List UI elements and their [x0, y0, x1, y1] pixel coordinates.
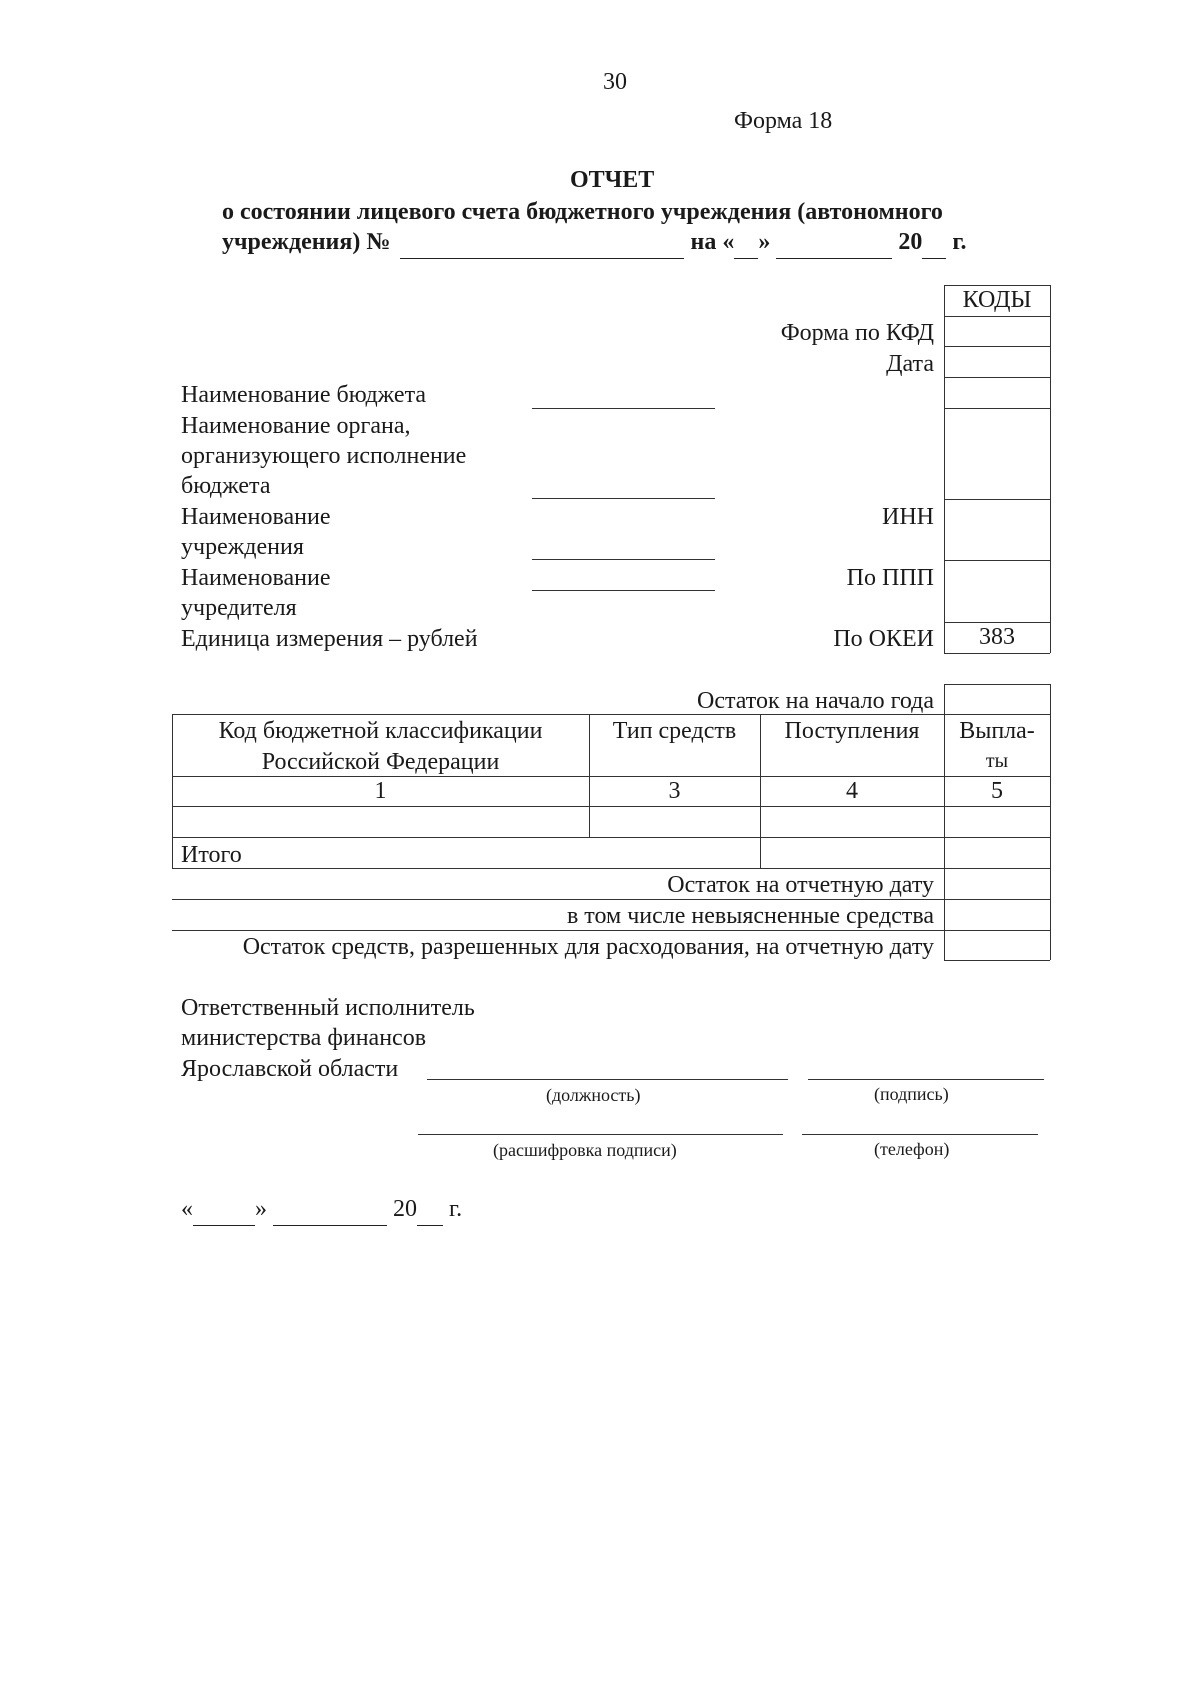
document-subtitle-line2	[222, 226, 967, 259]
po-okei-label: По ОКЕИ	[833, 626, 934, 652]
organ-name-label-line3: бюджета	[181, 473, 271, 499]
date-label: Дата	[886, 351, 934, 377]
subtitle-year-suffix: г.	[952, 229, 967, 255]
subtitle-na: на «	[690, 229, 735, 255]
date-year-blank	[417, 1193, 443, 1226]
col-header-payments-line2: ты	[985, 750, 1009, 772]
col-header-kbk	[172, 716, 589, 778]
institution-name-label: Наименование	[181, 504, 331, 530]
position-blank	[427, 1079, 788, 1080]
position-caption: (должность)	[546, 1085, 641, 1105]
organ-name-label: Наименование органа,	[181, 413, 411, 439]
unclarified-funds-label: в том числе невыясненные средства	[566, 903, 934, 929]
account-number-blank	[400, 226, 684, 259]
codes-header: КОДЫ	[962, 287, 1032, 313]
responsible-label: Ответственный исполнитель	[181, 995, 475, 1021]
phone-caption: (телефон)	[874, 1139, 950, 1159]
founder-name-label: Наименование	[181, 565, 331, 591]
form-label: Форма 18	[734, 108, 833, 134]
organ-name-blank	[532, 498, 715, 499]
budget-name-blank	[532, 408, 715, 409]
col-header-fund-type: Тип средств	[612, 718, 737, 744]
col-number-4: 4	[846, 778, 858, 804]
responsible-label-line3: Ярославской области	[181, 1056, 399, 1082]
date-year-prefix: 20	[393, 1196, 417, 1222]
unit-label: Единица измерения – рублей	[181, 626, 478, 652]
responsible-label-line2: министерства финансов	[181, 1025, 427, 1051]
subtitle-quote-close: »	[758, 229, 771, 255]
date-open-quote: «	[181, 1196, 193, 1222]
col-number-1: 1	[374, 778, 387, 804]
date-month-blank	[273, 1193, 387, 1226]
phone-blank	[802, 1134, 1038, 1135]
signature-caption: (подпись)	[874, 1084, 949, 1104]
institution-name-blank	[532, 559, 715, 560]
date-day-blank	[193, 1193, 255, 1226]
month-blank	[776, 226, 892, 259]
founder-name-label-line2: учредителя	[181, 595, 297, 621]
okei-code-value: 383	[979, 624, 1015, 650]
date-year-suffix: г.	[449, 1196, 463, 1222]
col-number-3: 3	[668, 778, 681, 804]
document-title: ОТЧЕТ	[570, 167, 655, 193]
col-number-5: 5	[991, 778, 1003, 804]
col-header-kbk-line1: Код бюджетной классификации	[218, 718, 543, 744]
col-header-kbk-line2: Российской Федерации	[261, 749, 500, 775]
col-header-payments	[944, 716, 1050, 775]
date-close-quote: »	[255, 1196, 267, 1222]
day-blank	[734, 226, 758, 259]
year-blank	[922, 226, 946, 259]
organ-name-label-line2: организующего исполнение	[181, 443, 467, 469]
subtitle-prefix: учреждения) №	[222, 229, 391, 255]
subtitle-year-prefix: 20	[898, 229, 923, 255]
total-label: Итого	[181, 842, 242, 868]
decoding-blank	[418, 1134, 783, 1135]
col-header-receipts: Поступления	[784, 718, 920, 744]
page-number: 30	[603, 69, 627, 95]
inn-label: ИНН	[882, 504, 934, 530]
institution-name-label-line2: учреждения	[181, 534, 304, 560]
po-ppp-label: По ППП	[846, 565, 934, 591]
allowed-balance-label: Остаток средств, разрешенных для расходования, на отчетную дату	[242, 934, 934, 960]
signature-blank	[808, 1079, 1044, 1080]
founder-name-blank	[532, 590, 715, 591]
budget-name-label: Наименование бюджета	[181, 382, 427, 408]
report-date-balance-label: Остаток на отчетную дату	[667, 872, 934, 898]
forma-kfd-label: Форма по КФД	[780, 320, 934, 346]
col-header-payments-line1: Выпла-	[959, 718, 1035, 744]
document-subtitle: о состоянии лицевого счета бюджетного учреждения (автономного	[222, 199, 943, 225]
opening-balance-label: Остаток на начало года	[697, 688, 934, 714]
signature-date-line	[181, 1193, 462, 1226]
decoding-caption: (расшифровка подписи)	[493, 1140, 677, 1160]
